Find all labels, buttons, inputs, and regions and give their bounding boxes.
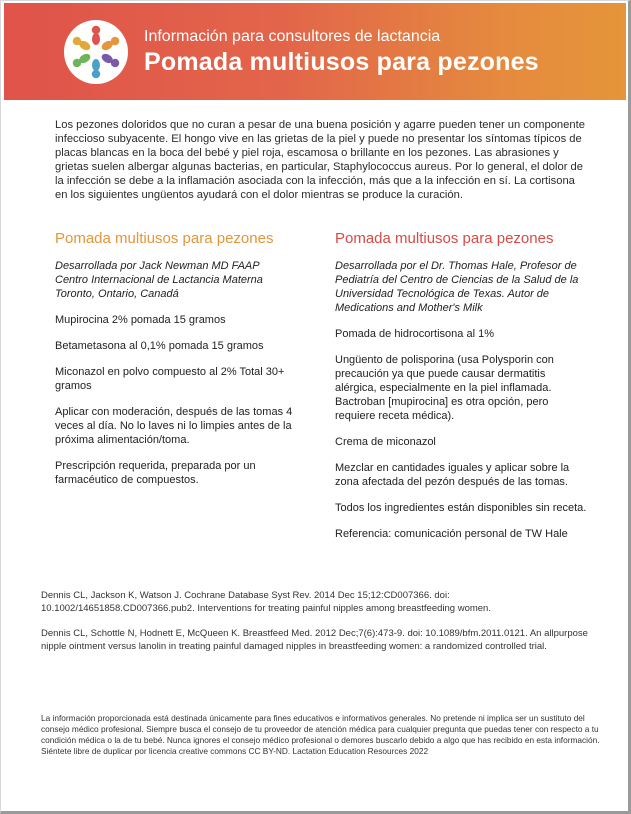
right-column-item: Mezclar en cantidades iguales y aplicar sobre la zona afectada del pezón después de las tomas. <box>335 462 570 488</box>
references <box>41 590 601 666</box>
logo-icon <box>64 20 128 84</box>
reference-item: Dennis CL, Jackson K, Watson J. Cochrane Database Syst Rev. 2014 Dec 15;12:CD007366. doi: 10.1002/14651858.CD007366.pub2. Interventions for treating painful nipples among breastfeeding women. <box>41 590 491 614</box>
left-column-credit: Desarrollada por Jack Newman MD FAAP Centro Internacional de Lactancia Materna Toronto, Ontario, Canadá <box>55 260 263 300</box>
header-banner <box>4 3 626 100</box>
right-column <box>335 230 589 553</box>
right-column-item: Referencia: comunicación personal de TW Hale <box>335 528 568 540</box>
left-column-item: Aplicar con moderación, después de las tomas 4 veces al día. No lo laves ni lo limpies antes de la próxima alimentación/toma. <box>55 406 293 446</box>
right-column-credit: Desarrollada por el Dr. Thomas Hale, Profesor de Pediatría del Centro de Ciencias de la Salud de la Universidad Tecnológica de Texas. Autor de Medications and Mother's Milk <box>335 260 579 314</box>
header-subtitle: Información para consultores de lactancia <box>144 28 441 45</box>
intro-paragraph: Los pezones doloridos que no curan a pesar de una buena posición y agarre pueden tener un componente infeccioso subyacente. El hongo vive en las grietas de la piel y puede no presentar los síntomas típicos de placas blancas en la boca del bebé y piel roja, escamosa o brillante en los pezones. Las abrasiones y grietas suelen albergar algunas bacterias, en particular, Staphylococcus aureus. Por lo general, el dolor de la infección se debe a la inflamación asociada con la infección, más que a la infección en sí. La cortisona en los siguientes ungüentos ayudará con el dolor mientras se produce la curación. <box>55 119 585 201</box>
left-column-item: Miconazol en polvo compuesto al 2% Total 30+ gramos <box>55 366 285 392</box>
right-column-heading: Pomada multiusos para pezones <box>335 230 554 247</box>
right-column-item: Ungüento de polisporina (usa Polysporin con precaución ya que puede causar dermatitis alérgica, especialmente en la piel inflamada. Bactroban [mupirocina] es otra opción, pero requiere receta médica). <box>335 354 554 422</box>
left-column-item: Mupirocina 2% pomada 15 gramos <box>55 314 226 326</box>
right-column-item: Crema de miconazol <box>335 436 436 448</box>
page-title: Pomada multiusos para pezones <box>144 48 539 76</box>
right-column-item: Pomada de hidrocortisona al 1% <box>335 328 494 340</box>
right-column-item: Todos los ingredientes están disponibles sin receta. <box>335 502 587 514</box>
left-column-item: Betametasona al 0,1% pomada 15 gramos <box>55 340 264 352</box>
left-column-heading: Pomada multiusos para pezones <box>55 230 274 247</box>
left-column <box>55 230 295 499</box>
disclaimer: La información proporcionada está destinada únicamente para fines educativos e informativos generales. No pretende ni implica ser un sustituto del consejo médico profesional. Siempre busca el consejo de tu proveedor de atención médica para cualquier pregunta que puedas tener con respecto a tu condición médica o la de tu bebé. Nunca ignores el consejo médico profesional o demores buscarlo debido a algo que has recibido en esta información. Siéntete libre de duplicar por licencia creative commons CC BY-ND. Lactation Education Resources 2022 <box>41 713 600 756</box>
left-column-item: Prescripción requerida, preparada por un farmacéutico de compuestos. <box>55 460 256 486</box>
reference-item: Dennis CL, Schottle N, Hodnett E, McQueen K. Breastfeed Med. 2012 Dec;7(6):473-9. doi: 10.1089/bfm.2011.0121. An allpurpose nipple ointment versus lanolin in treating painful damaged nipples in breastfeeding women: a randomized controlled trial. <box>41 628 588 652</box>
